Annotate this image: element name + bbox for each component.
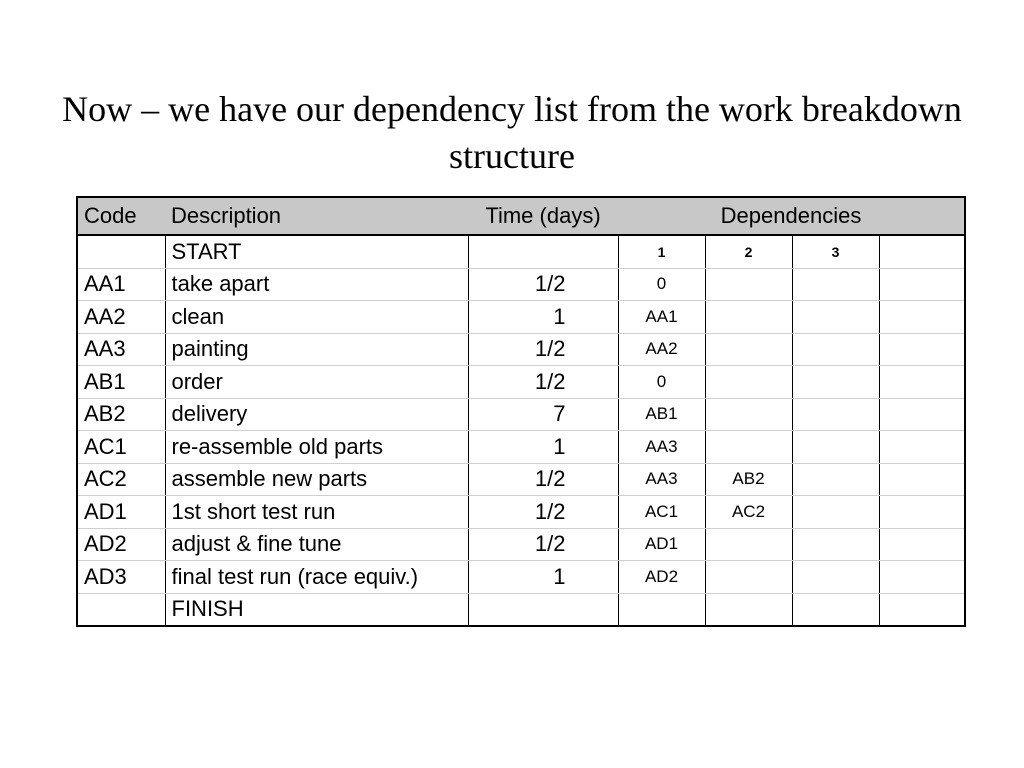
cell-dependency: AA2 [618,333,705,366]
cell-description: take apart [165,268,468,301]
cell-description: painting [165,333,468,366]
cell-code: AA1 [77,268,165,301]
cell-time: 1/2 [468,333,618,366]
cell-description: adjust & fine tune [165,528,468,561]
cell-dependency [792,561,879,594]
cell-time: 1/2 [468,366,618,399]
dependency-column-label: 2 [705,235,792,268]
cell-dependency [879,593,965,626]
dependency-column-label [879,235,965,268]
cell-dependency: AA3 [618,431,705,464]
table-body [77,235,965,626]
cell-description: order [165,366,468,399]
cell-dependency [879,398,965,431]
cell-dependency [705,301,792,334]
table-row [77,366,965,399]
cell-dependency [705,528,792,561]
cell-code: AA2 [77,301,165,334]
cell-time: 1 [468,561,618,594]
cell-dependency: AD2 [618,561,705,594]
cell-description: 1st short test run [165,496,468,529]
table-row-start [77,235,965,268]
table-row [77,561,965,594]
cell-dependency [792,366,879,399]
cell-dependency [705,593,792,626]
cell-description: re-assemble old parts [165,431,468,464]
cell-description: delivery [165,398,468,431]
cell-dependency [705,268,792,301]
cell-dependency: AD1 [618,528,705,561]
cell-dependency [792,398,879,431]
cell-code: AB2 [77,398,165,431]
header-dependencies: Dependencies [618,197,965,235]
cell-dependency [792,268,879,301]
dependency-table [76,196,966,627]
cell-dependency [705,366,792,399]
cell-dependency [792,431,879,464]
cell-dependency [705,333,792,366]
cell-dependency [879,431,965,464]
cell-dependency [792,593,879,626]
cell-description: final test run (race equiv.) [165,561,468,594]
cell-dependency [705,561,792,594]
cell-dependency [792,463,879,496]
cell-time [468,593,618,626]
cell-code: AD2 [77,528,165,561]
cell-dependency [618,593,705,626]
cell-dependency [705,431,792,464]
cell-code: AC1 [77,431,165,464]
cell-description: assemble new parts [165,463,468,496]
cell-dependency: 0 [618,268,705,301]
cell-dependency [879,528,965,561]
cell-time: 7 [468,398,618,431]
cell-code: AB1 [77,366,165,399]
cell-time: 1 [468,301,618,334]
slide-title: Now – we have our dependency list from the work breakdown structure [62,89,962,176]
cell-time: 1/2 [468,496,618,529]
table-row [77,333,965,366]
cell-code: AD3 [77,561,165,594]
table-header-row [77,197,965,235]
cell-dependency: AC2 [705,496,792,529]
cell-time: 1/2 [468,528,618,561]
cell-dependency [879,333,965,366]
cell-time: 1/2 [468,268,618,301]
dependency-column-label: 1 [618,235,705,268]
cell-dependency [879,463,965,496]
cell-time: 1 [468,431,618,464]
cell-dependency [879,496,965,529]
table-row [77,398,965,431]
cell-time: 1/2 [468,463,618,496]
cell-dependency: AB2 [705,463,792,496]
cell-description: FINISH [165,593,468,626]
table-row [77,301,965,334]
dependency-column-label: 3 [792,235,879,268]
cell-dependency: AB1 [618,398,705,431]
cell-code: AA3 [77,333,165,366]
header-description: Description [165,197,468,235]
cell-code [77,235,165,268]
cell-dependency [792,333,879,366]
header-code: Code [77,197,165,235]
cell-dependency: AA1 [618,301,705,334]
cell-dependency [879,301,965,334]
cell-dependency [879,366,965,399]
cell-dependency: AC1 [618,496,705,529]
table-row [77,463,965,496]
cell-code [77,593,165,626]
cell-dependency [792,496,879,529]
table-row [77,268,965,301]
table-row [77,528,965,561]
cell-dependency [879,268,965,301]
cell-code: AC2 [77,463,165,496]
cell-description: clean [165,301,468,334]
cell-dependency [879,561,965,594]
cell-dependency: 0 [618,366,705,399]
cell-time [468,235,618,268]
table-row-finish [77,593,965,626]
cell-dependency [792,528,879,561]
table-row [77,431,965,464]
cell-description: START [165,235,468,268]
table-row [77,496,965,529]
header-time: Time (days) [468,197,618,235]
cell-dependency: AA3 [618,463,705,496]
cell-dependency [705,398,792,431]
cell-code: AD1 [77,496,165,529]
cell-dependency [792,301,879,334]
